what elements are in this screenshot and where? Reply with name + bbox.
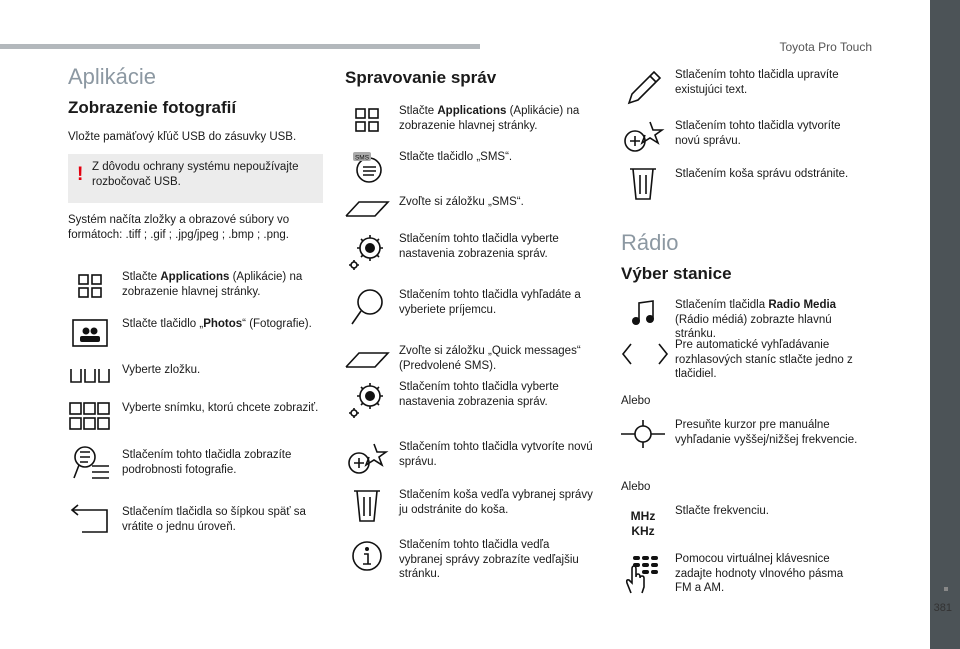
new-message-icon bbox=[621, 118, 665, 156]
settings-icon bbox=[345, 380, 389, 420]
intro-text: Vložte pamäťový kľúč USB do zásuvky USB. bbox=[68, 131, 297, 143]
warning-text: Z dôvodu ochrany systému nepoužívajte rozbočovač USB. bbox=[92, 161, 299, 188]
page-number: 381 bbox=[933, 602, 952, 614]
new-message-icon bbox=[345, 440, 389, 478]
back-arrow-icon bbox=[68, 502, 112, 534]
sms-icon bbox=[345, 150, 389, 186]
heading-station: Výber stanice bbox=[621, 264, 732, 283]
search-icon bbox=[345, 287, 389, 327]
header-bar bbox=[0, 44, 480, 49]
formats-text: Systém načíta zložky a obrazové súbory vo formátoch: .tiff ; .gif ; .jpg/jpeg ; .bmp ; .png. bbox=[68, 214, 290, 241]
alebo-label: Alebo bbox=[621, 395, 651, 407]
page-edge-bar bbox=[930, 0, 960, 649]
settings-icon bbox=[345, 232, 389, 272]
mhz-khz-icon: MHz KHz bbox=[630, 509, 656, 538]
trash-icon bbox=[345, 488, 389, 524]
alebo-label: Alebo bbox=[621, 481, 651, 493]
warning-icon: ! bbox=[77, 164, 84, 185]
keypad-icon bbox=[621, 552, 665, 598]
tuner-icon bbox=[621, 418, 665, 450]
section-title-radio: Rádio bbox=[621, 230, 679, 255]
continuation-mark bbox=[944, 587, 948, 591]
photos-icon bbox=[68, 317, 112, 349]
folders-icon bbox=[68, 360, 112, 392]
grid-icon bbox=[345, 104, 389, 136]
heading-messages: Spravovanie správ bbox=[345, 68, 497, 87]
pencil-icon bbox=[621, 68, 665, 108]
warning-box bbox=[68, 154, 323, 203]
heading-photos: Zobrazenie fotografií bbox=[68, 98, 237, 117]
tab-icon bbox=[345, 193, 389, 225]
section-title-aplikacie: Aplikácie bbox=[68, 64, 157, 89]
music-note-icon bbox=[621, 298, 665, 328]
grid-icon bbox=[68, 270, 112, 302]
thumbnails-icon bbox=[68, 400, 112, 432]
svg-text:SMS: SMS bbox=[354, 154, 370, 162]
info-icon bbox=[345, 538, 389, 574]
chevrons-icon bbox=[621, 338, 669, 370]
trash-icon bbox=[621, 166, 665, 202]
tab-icon bbox=[345, 344, 389, 376]
brand-label: Toyota Pro Touch bbox=[779, 40, 872, 54]
details-icon bbox=[68, 447, 112, 479]
